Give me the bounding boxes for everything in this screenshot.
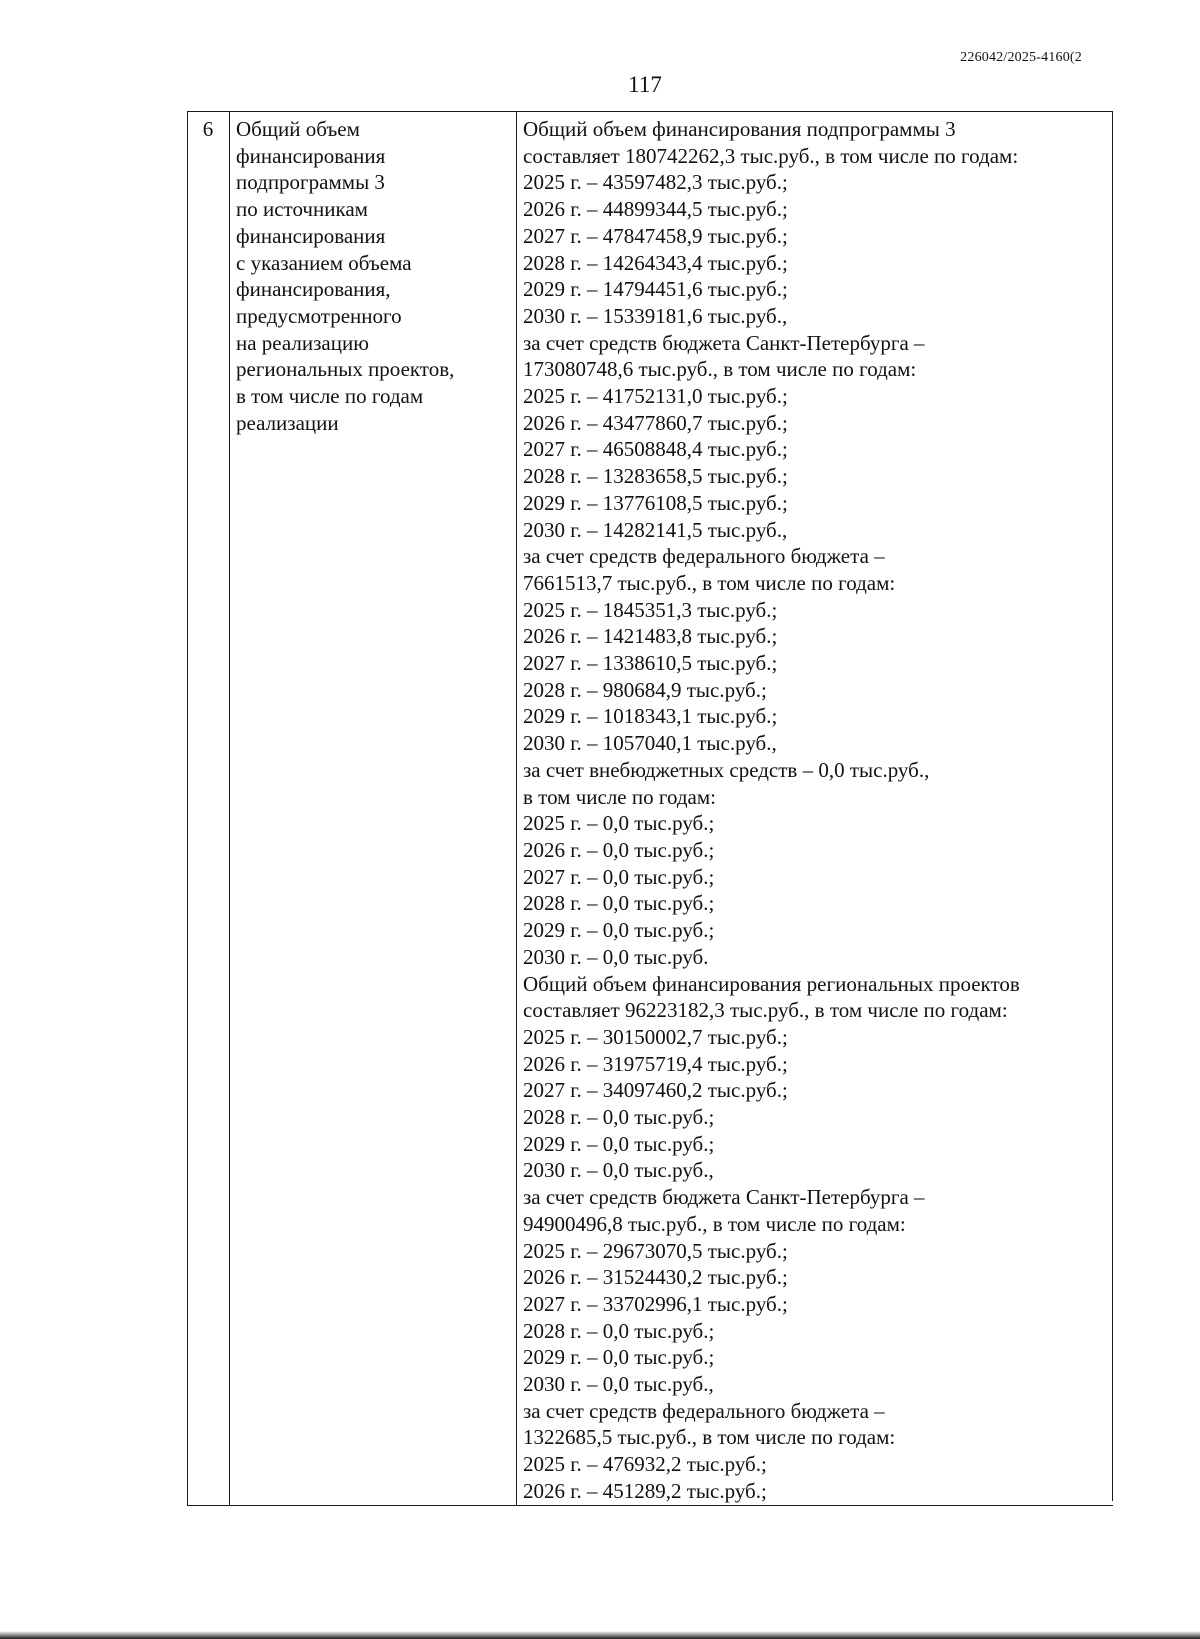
content-line: за счет средств федерального бюджета – — [523, 1398, 885, 1423]
content-line: 2029 г. – 0,0 тыс.руб.; — [523, 918, 715, 943]
content-line: 2026 г. – 43477860,7 тыс.руб.; — [523, 410, 788, 435]
content-line: 173080748,6 тыс.руб., в том числе по годам: — [523, 357, 917, 382]
label-line: подпрограммы 3 — [236, 170, 385, 195]
content-line: 2026 г. – 451289,2 тыс.руб.; — [523, 1478, 767, 1503]
content-line: за счет внебюджетных средств – 0,0 тыс.руб., — [523, 757, 930, 782]
label-line: финансирования — [236, 143, 386, 168]
label-line: в том числе по годам — [236, 384, 424, 409]
content-line: 2027 г. – 47847458,9 тыс.руб.; — [523, 223, 788, 248]
content-line: 2030 г. – 0,0 тыс.руб. — [523, 944, 709, 969]
row-content-cell — [523, 116, 1111, 1505]
content-line: 2028 г. – 13283658,5 тыс.руб.; — [523, 464, 788, 489]
content-line: 2025 г. – 0,0 тыс.руб.; — [523, 811, 715, 836]
content-line: 2027 г. – 46508848,4 тыс.руб.; — [523, 437, 788, 462]
content-line: 2030 г. – 1057040,1 тыс.руб., — [523, 731, 777, 756]
content-line: 2026 г. – 31524430,2 тыс.руб.; — [523, 1265, 788, 1290]
scan-bottom-edge — [0, 1631, 1200, 1639]
label-line: реализации — [236, 410, 339, 435]
label-line: по источникам — [236, 197, 368, 222]
content-line: 2026 г. – 1421483,8 тыс.руб.; — [523, 624, 778, 649]
content-line: 2026 г. – 0,0 тыс.руб.; — [523, 837, 715, 862]
content-line: 2029 г. – 0,0 тыс.руб.; — [523, 1131, 715, 1156]
content-line: Общий объем финансирования региональных проектов — [523, 971, 1020, 996]
content-line: 2028 г. – 0,0 тыс.руб.; — [523, 1105, 715, 1130]
label-line: региональных проектов, — [236, 357, 455, 382]
content-line: 2026 г. – 44899344,5 тыс.руб.; — [523, 197, 788, 222]
content-line: 2030 г. – 14282141,5 тыс.руб., — [523, 517, 788, 542]
content-line: 2029 г. – 14794451,6 тыс.руб.; — [523, 277, 788, 302]
label-line: предусмотренного — [236, 303, 402, 328]
content-line: 2028 г. – 0,0 тыс.руб.; — [523, 1318, 715, 1343]
content-line: за счет средств бюджета Санкт-Петербурга – — [523, 1185, 925, 1210]
content-line: Общий объем финансирования подпрограммы 3 — [523, 117, 956, 141]
content-line: составляет 180742262,3 тыс.руб., в том числе по годам: — [523, 143, 1019, 168]
content-line: 2026 г. – 31975719,4 тыс.руб.; — [523, 1051, 788, 1076]
table-right-border — [1112, 111, 1113, 1501]
content-line: 2029 г. – 0,0 тыс.руб.; — [523, 1345, 715, 1370]
label-line: на реализацию — [236, 330, 369, 355]
content-line: 2027 г. – 1338610,5 тыс.руб.; — [523, 651, 778, 676]
content-line: 94900496,8 тыс.руб., в том числе по годам: — [523, 1211, 906, 1236]
content-line: 7661513,7 тыс.руб., в том числе по годам: — [523, 570, 896, 595]
content-line: 2027 г. – 0,0 тыс.руб.; — [523, 864, 715, 889]
content-line: 2030 г. – 0,0 тыс.руб., — [523, 1372, 714, 1397]
table-top-border — [187, 111, 1113, 112]
content-line: 2030 г. – 0,0 тыс.руб., — [523, 1158, 714, 1183]
label-line: финансирования — [236, 223, 386, 248]
content-line: 1322685,5 тыс.руб., в том числе по годам: — [523, 1425, 896, 1450]
content-line: 2028 г. – 980684,9 тыс.руб.; — [523, 677, 767, 702]
content-line: за счет средств федерального бюджета – — [523, 544, 885, 569]
content-line: составляет 96223182,3 тыс.руб., в том числе по годам: — [523, 998, 1008, 1023]
content-line: 2025 г. – 43597482,3 тыс.руб.; — [523, 170, 788, 195]
content-line: 2028 г. – 0,0 тыс.руб.; — [523, 891, 715, 916]
table-column-divider-label — [516, 111, 517, 1506]
label-line: финансирования, — [236, 277, 391, 302]
page-number: 117 — [628, 72, 662, 97]
content-line: 2025 г. – 476932,2 тыс.руб.; — [523, 1452, 767, 1477]
content-line: за счет средств бюджета Санкт-Петербурга – — [523, 330, 925, 355]
content-line: 2025 г. – 41752131,0 тыс.руб.; — [523, 384, 788, 409]
content-line: 2025 г. – 29673070,5 тыс.руб.; — [523, 1238, 788, 1263]
content-line: 2029 г. – 1018343,1 тыс.руб.; — [523, 704, 778, 729]
table-column-divider-number — [229, 111, 230, 1506]
content-line: 2027 г. – 33702996,1 тыс.руб.; — [523, 1291, 788, 1316]
label-line: с указанием объема — [236, 250, 412, 275]
content-line: 2030 г. – 15339181,6 тыс.руб., — [523, 303, 788, 328]
row-label-cell — [236, 116, 514, 436]
content-line: в том числе по годам: — [523, 784, 716, 809]
content-line: 2027 г. – 34097460,2 тыс.руб.; — [523, 1078, 788, 1103]
label-line: Общий объем — [236, 117, 360, 141]
document-registration-number: 226042/2025-4160(2 — [960, 50, 1082, 65]
content-line: 2025 г. – 1845351,3 тыс.руб.; — [523, 597, 778, 622]
content-line: 2025 г. – 30150002,7 тыс.руб.; — [523, 1024, 788, 1049]
content-line: 2028 г. – 14264343,4 тыс.руб.; — [523, 250, 788, 275]
content-line: 2029 г. – 13776108,5 тыс.руб.; — [523, 490, 788, 515]
row-number-cell: 6 — [202, 117, 214, 141]
